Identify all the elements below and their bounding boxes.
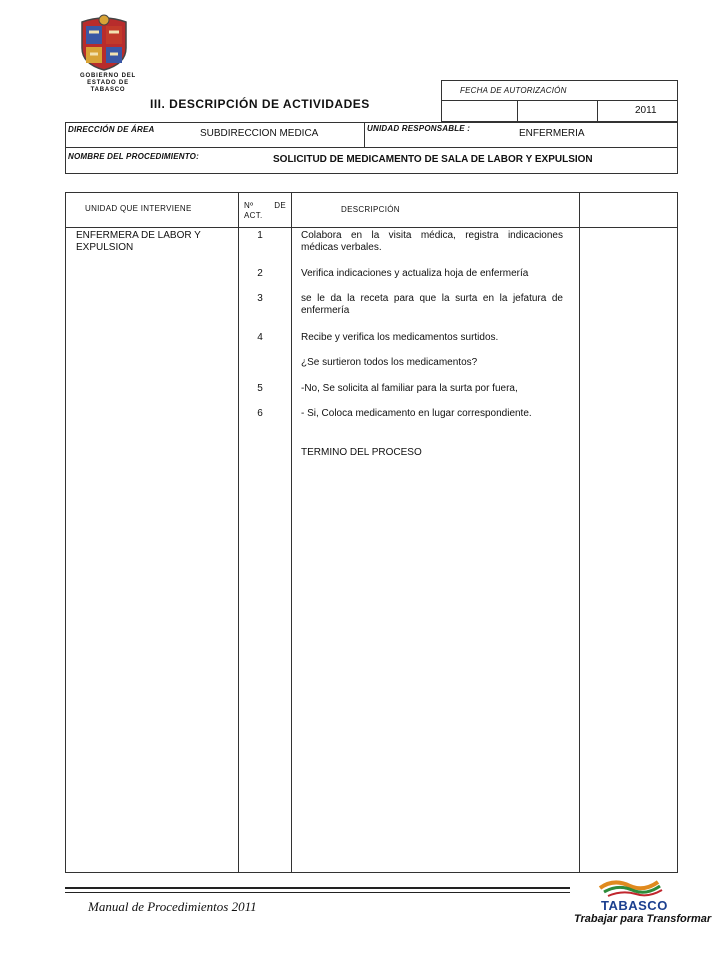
footer-rule-thin	[65, 892, 570, 893]
act-description: - Si, Coloca medicamento en lugar correspondiente.	[301, 408, 532, 419]
logo-caption-line: TABASCO	[90, 87, 126, 93]
col-divider-3	[579, 192, 580, 873]
direccion-label: DIRECCIÓN DE ÁREA	[68, 125, 155, 134]
col-header-num-n: Nº	[244, 201, 254, 210]
act-description: Recibe y verifica los medicamentos surtidos.	[301, 332, 499, 343]
act-number: 6	[257, 408, 263, 419]
fecha-month-cell	[517, 100, 598, 122]
act-number: 5	[257, 383, 263, 394]
process-end: TERMINO DEL PROCESO	[301, 447, 422, 458]
unidad-value: ENFERMERIA	[519, 128, 585, 139]
col-header-num-de: DE	[274, 201, 286, 210]
coat-of-arms-logo	[74, 14, 134, 72]
divider	[364, 122, 365, 148]
act-description: se le da la receta para que la surta en la jefatura de enfermería	[301, 293, 563, 316]
act-number: 1	[257, 230, 263, 241]
col-divider-2	[291, 192, 292, 873]
logo-caption	[66, 73, 150, 94]
fecha-day-cell	[441, 100, 518, 122]
table-header-divider	[65, 227, 678, 228]
procedimiento-label: NOMBRE DEL PROCEDIMIENTO:	[68, 152, 199, 161]
act-number: 2	[257, 268, 263, 279]
tabasco-brand-logo	[596, 876, 666, 898]
footer-rule-thick	[65, 887, 570, 889]
col-header-unidad: UNIDAD QUE INTERVIENE	[85, 204, 192, 213]
act-question: ¿Se surtieron todos los medicamentos?	[301, 357, 478, 368]
col-header-descripcion: DESCRIPCIÓN	[341, 205, 400, 214]
procedimiento-value: SOLICITUD DE MEDICAMENTO DE SALA DE LABOR Y EXPULSION	[273, 154, 593, 165]
logo-caption-line: ESTADO DE	[87, 80, 129, 86]
section-title: III. DESCRIPCIÓN DE ACTIVIDADES	[150, 97, 370, 111]
manual-caption: Manual de Procedimientos 2011	[88, 899, 257, 914]
unidad-cell: ENFERMERA DE LABOR Y EXPULSION	[76, 230, 201, 253]
act-description: Verifica indicaciones y actualiza hoja de enfermería	[301, 268, 529, 279]
fecha-label: FECHA DE AUTORIZACIÓN	[460, 86, 567, 95]
logo-caption-line: GOBIERNO DEL	[80, 73, 136, 79]
act-number: 4	[257, 332, 263, 343]
direccion-value: SUBDIRECCION MEDICA	[200, 128, 319, 139]
act-description: Colabora en la visita médica, registra indicaciones médicas verbales.	[301, 230, 563, 253]
col-header-num	[244, 201, 288, 221]
unidad-label: UNIDAD RESPONSABLE :	[367, 124, 471, 133]
fecha-year: 2011	[635, 105, 657, 116]
brand-slogan: Trabajar para Transformar	[574, 913, 712, 925]
brand-name: TABASCO	[601, 898, 668, 913]
col-header-num-act: ACT.	[244, 211, 263, 220]
act-description: -No, Se solicita al familiar para la surta por fuera,	[301, 383, 518, 394]
act-number: 3	[257, 293, 263, 304]
